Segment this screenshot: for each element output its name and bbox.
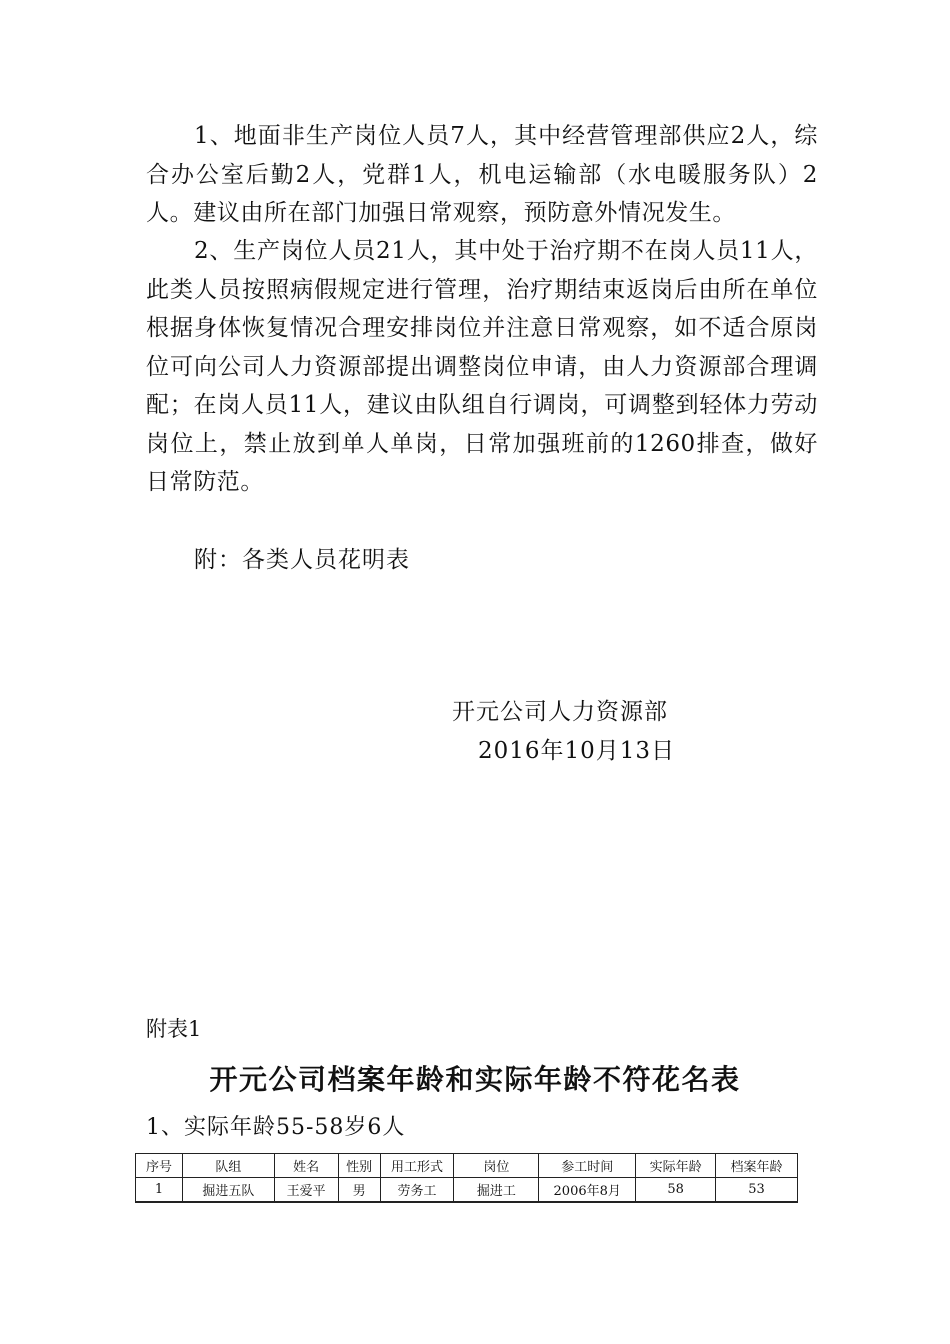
signature-date: 2016年10月13日 [478, 738, 676, 764]
paragraph-production: 2、生产岗位人员21人，其中处于治疗期不在岗人员11人，此类人员按照病假规定进行管理，治疗期结束返岗后由所在单位根据身体恢复情况合理安排岗位并注意日常观察，如不适合原岗位可向公司人力资源部提出调整岗位申请，由人力资源部合理调配；在岗人员11人，建议由队组自行调岗，可调整到轻体力劳动岗位上，禁止放到单人单岗，日常加强班前的1260排查，做好日常防范。 [146, 238, 818, 495]
attachment-note: 附：各类人员花明表 [194, 547, 410, 573]
table-row [136, 1178, 798, 1203]
appendix-label: 附表1 [146, 1017, 202, 1041]
cell-gender: 男 [338, 1178, 380, 1203]
cell-name: 王爱平 [274, 1178, 338, 1203]
table-title: 开元公司档案年龄和实际年龄不符花名表 [209, 1063, 741, 1096]
cell-team: 掘进五队 [182, 1178, 274, 1203]
header-cell-gender: 性别 [338, 1154, 380, 1178]
roster-table [135, 1153, 798, 1203]
header-cell-index: 序号 [136, 1154, 183, 1178]
header-cell-file-age: 档案年龄 [716, 1154, 798, 1178]
table-header-row [136, 1154, 798, 1178]
header-cell-start-date: 参工时间 [539, 1154, 636, 1178]
cell-start-date: 2006年8月 [539, 1178, 636, 1203]
cell-file-age: 53 [716, 1178, 798, 1203]
section-heading: 1、实际年龄55-58岁6人 [146, 1115, 406, 1140]
cell-employment-type: 劳务工 [380, 1178, 454, 1203]
cell-actual-age: 58 [636, 1178, 716, 1203]
header-cell-position: 岗位 [454, 1154, 539, 1178]
paragraph-non-production: 1、地面非生产岗位人员7人，其中经营管理部供应2人，综合办公室后勤2人，党群1人，机电运输部（水电暖服务队）2人。建议由所在部门加强日常观察，预防意外情况发生。 [146, 123, 818, 226]
header-cell-employment-type: 用工形式 [380, 1154, 454, 1178]
cell-index: 1 [136, 1178, 183, 1203]
header-cell-actual-age: 实际年龄 [636, 1154, 716, 1178]
cell-position: 掘进工 [454, 1178, 539, 1203]
header-cell-team: 队组 [182, 1154, 274, 1178]
header-cell-name: 姓名 [274, 1154, 338, 1178]
signature-department: 开元公司人力资源部 [452, 699, 668, 725]
